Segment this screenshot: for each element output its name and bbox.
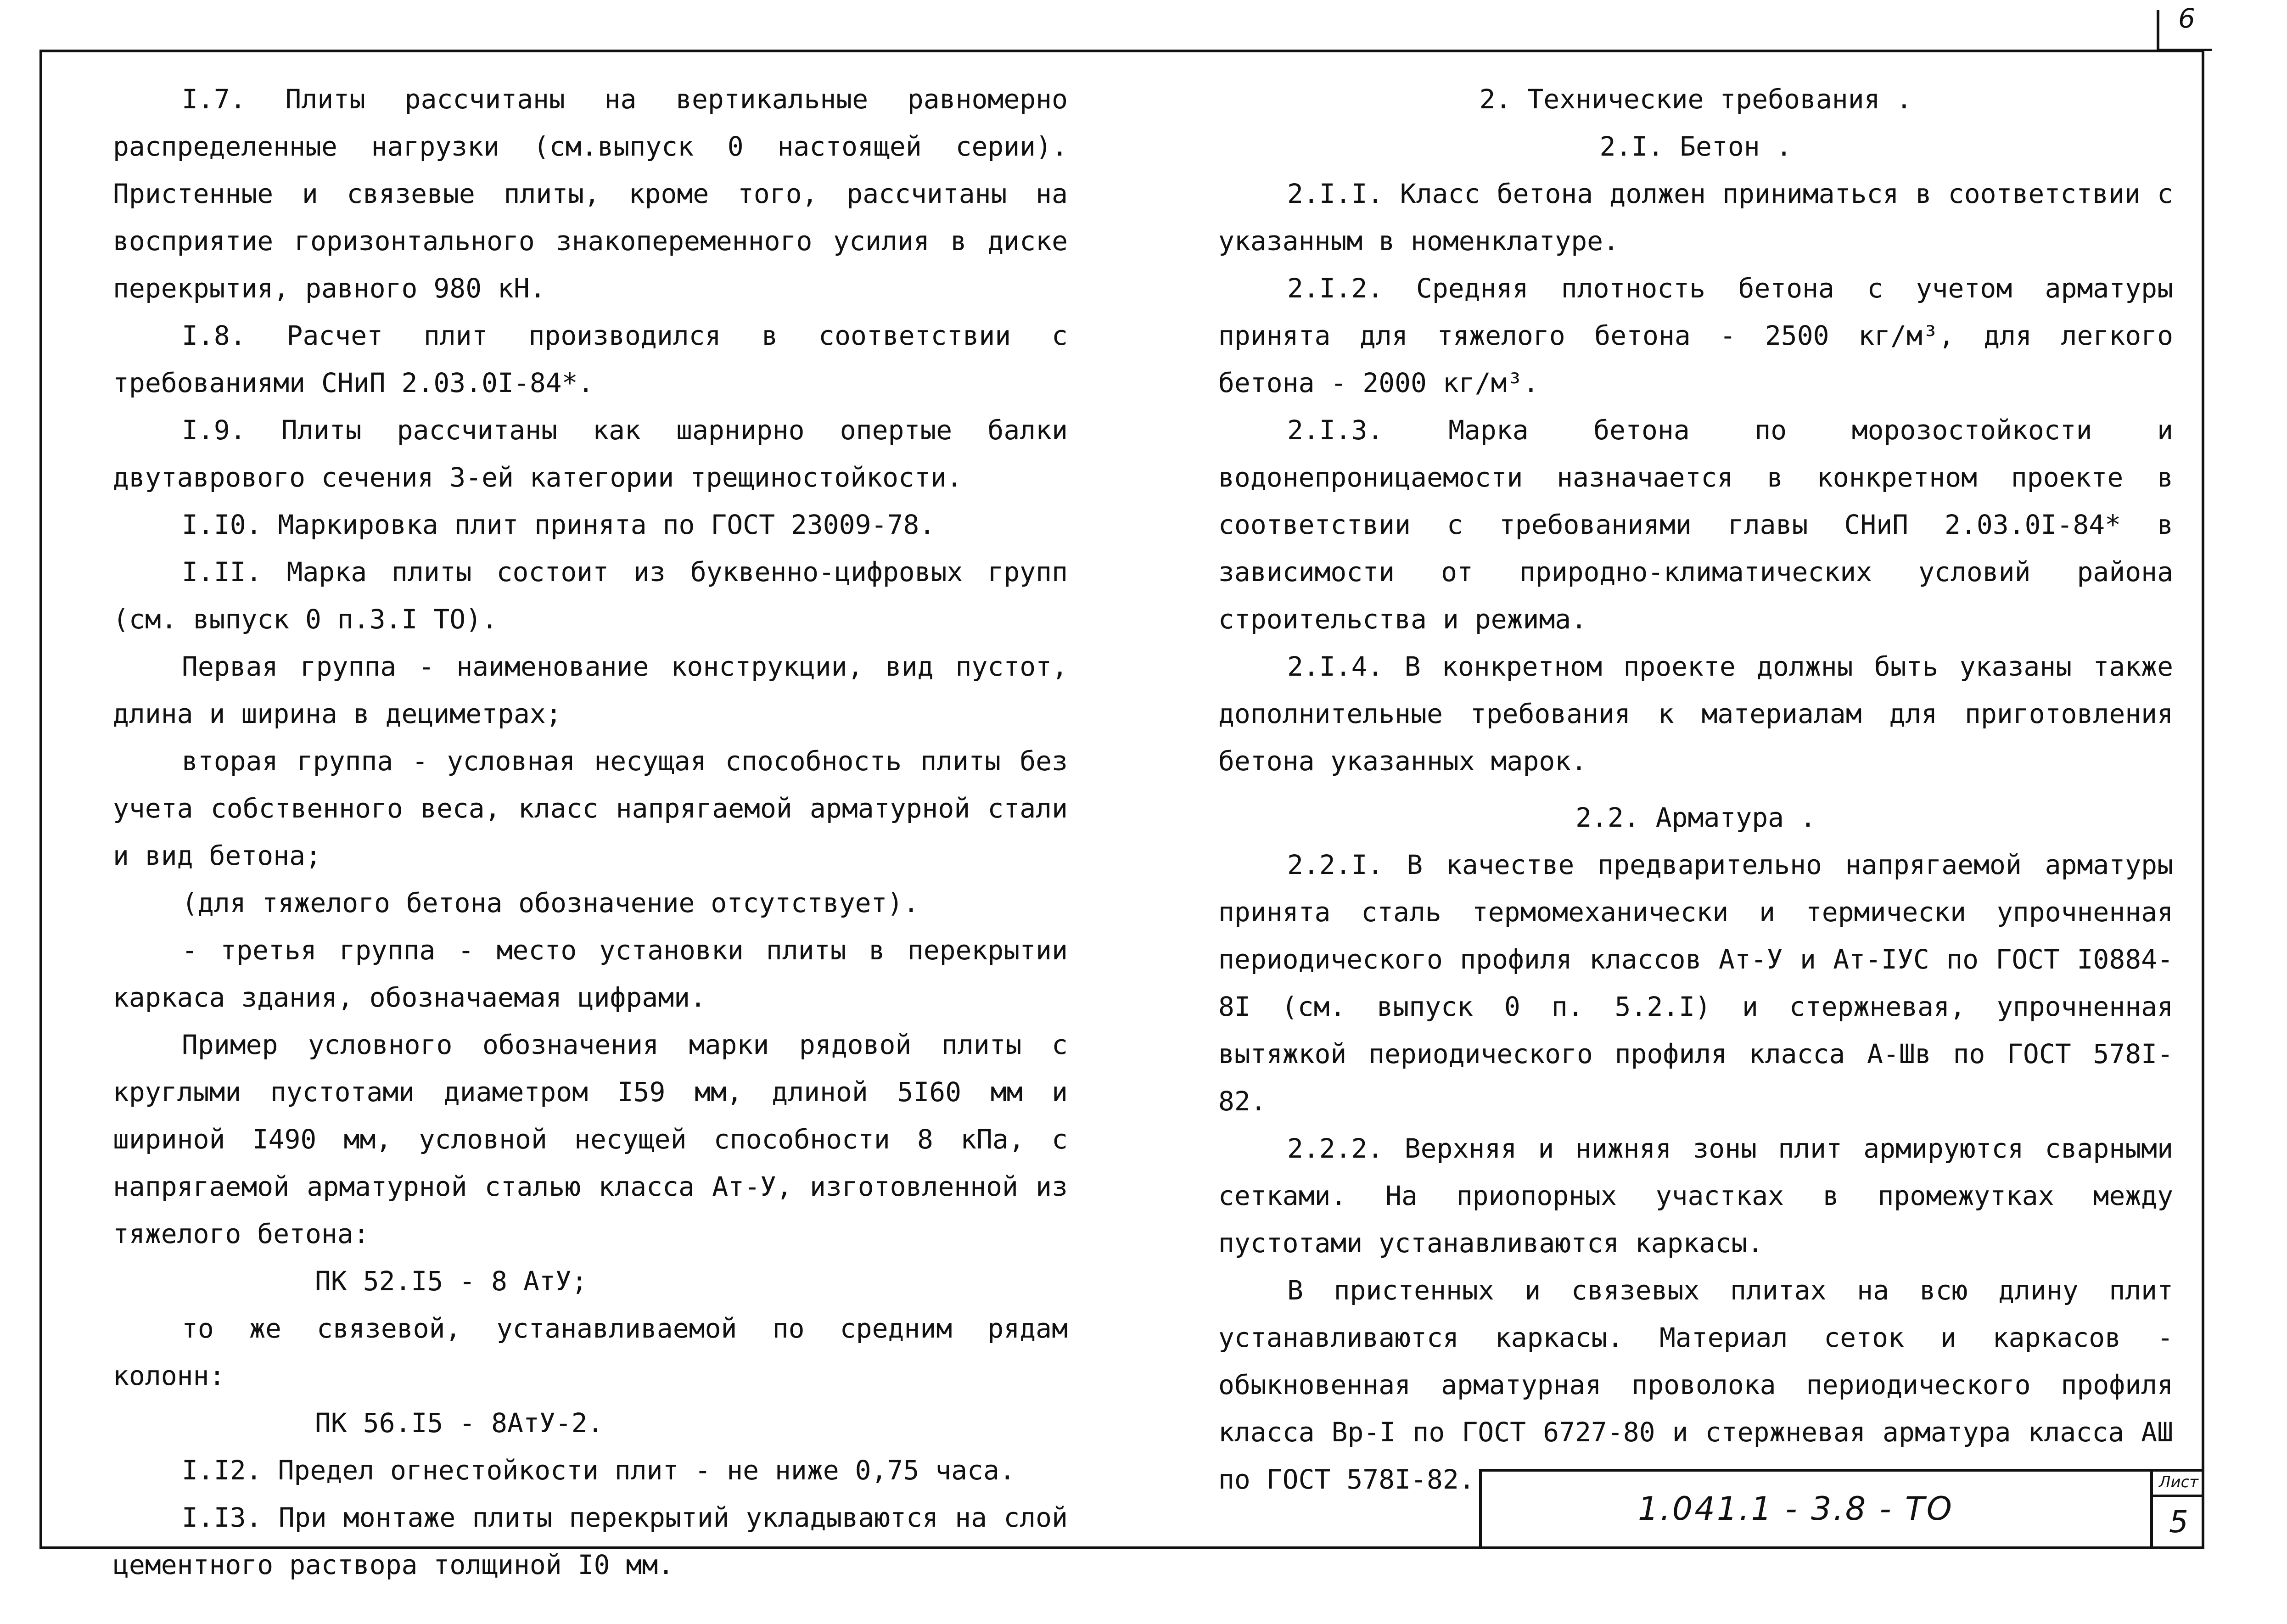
paragraph: I.I3. При монтаже плиты перекрытий укладываются на слой цементного раствора толщиной I0 мм. (113, 1502, 1068, 1580)
paragraph: I.8. Расчет плит производился в соответствии с требованиями СНиП 2.03.0I-84*. (113, 320, 1068, 398)
section-heading: 2.2. Арматура . (1575, 802, 1816, 833)
sheet-number: 5 (2169, 1504, 2188, 1540)
left-column (113, 76, 1068, 1589)
paragraph: 2.I.4. В конкретном проекте должны быть указаны также дополнительные требования к материалам для приготовления бетона указанных марок. (1218, 651, 2173, 777)
paragraph: то же связевой, устанавливаемой по средним рядам колонн: (113, 1313, 1068, 1391)
paragraph: 2.I.3. Марка бетона по морозостойкости и водонепроницаемости назначается в конкретном проекте в соответствии с требованиями главы СНиП 2.03.0I-84* в зависимости от природно-климатических условий района строительства и режима. (1218, 414, 2173, 635)
paragraph: I.9. Плиты рассчитаны как шарнирно опертые балки двутаврового сечения 3-ей категории трещиностойкости. (113, 414, 1068, 493)
designation-example: ПК 56.I5 - 8АтУ-2. (315, 1407, 604, 1439)
section-heading: 2. Технические требования . (1479, 84, 1912, 115)
paragraph: 2.I.2. Средняя плотность бетона с учетом арматуры принята для тяжелого бетона - 2500 кг/м³, для легкого бетона - 2000 кг/м³. (1218, 273, 2173, 398)
paragraph: Первая группа - наименование конструкции, вид пустот, длина и ширина в дециметрах; (113, 651, 1068, 729)
paragraph: вторая группа - условная несущая способность плиты без учета собственного веса, класс напрягаемой арматурной стали и вид бетона; (113, 745, 1068, 871)
designation-example: ПК 52.I5 - 8 АтУ; (315, 1266, 588, 1297)
sheet-box (2150, 1472, 2204, 1549)
document-code: 1.041.1 - 3.8 - ТО (1638, 1490, 1954, 1528)
sheet-label: Лист (2153, 1472, 2204, 1497)
corner-line (2157, 49, 2212, 51)
paragraph: - третья группа - место установки плиты в перекрытии каркаса здания, обозначаемая цифрами. (113, 935, 1068, 1013)
paragraph: 2.I.I. Класс бетона должен приниматься в соответствии с указанным в номенклатуре. (1218, 178, 2173, 257)
section-heading: 2.I. Бетон . (1599, 131, 1792, 162)
paragraph: (для тяжелого бетона обозначение отсутствует). (182, 887, 919, 918)
paragraph: I.7. Плиты рассчитаны на вертикальные равномерно распределенные нагрузки (см.выпуск 0 настоящей серии). Пристенные и связевые плиты, кроме того, рассчитаны на восприятие горизонтального знакопеременного усилия в диске перекрытия, равного 980 кН. (113, 84, 1068, 304)
paragraph: I.I2. Предел огнестойкости плит - не ниже 0,75 часа. (182, 1455, 1015, 1486)
paragraph: I.II. Марка плиты состоит из буквенно-цифровых групп (см. выпуск 0 п.3.I ТО). (113, 556, 1068, 635)
paragraph: 2.2.I. В качестве предварительно напрягаемой арматуры принята сталь термомеханически и термически упрочненная периодического профиля классов Ат-У и Ат-IУС по ГОСТ I0884-8I (см. выпуск 0 п. 5.2.I) и стержневая, упрочненная вытяжкой периодического профиля класса А-Шв по ГОСТ 578I-82. (1218, 849, 2173, 1117)
right-column (1218, 76, 2173, 1503)
title-block (1479, 1469, 2204, 1549)
paragraph: 2.2.2. Верхняя и нижняя зоны плит армируются сварными сетками. На приопорных участках в промежутках между пустотами устанавливаются каркасы. (1218, 1133, 2173, 1259)
paragraph: I.I0. Маркировка плит принята по ГОСТ 23009-78. (182, 509, 936, 540)
paragraph: Пример условного обозначения марки рядовой плиты с круглыми пустотами диаметром I59 мм, длиной 5I60 мм и шириной I490 мм, условной несущей способности 8 кПа, с напрягаемой арматурной сталью класса Ат-У, изготовленной из тяжелого бетона: (113, 1029, 1068, 1249)
corner-tick (2157, 10, 2159, 51)
page-corner-number: 6 (2178, 3, 2195, 34)
paragraph: В пристенных и связевых плитах на всю длину плит устанавливаются каркасы. Материал сеток и каркасов - обыкновенная арматурная проволока периодического профиля класса Вр-I по ГОСТ 6727-80 и стержневая арматура класса АШ по ГОСТ 578I-82. (1218, 1275, 2173, 1495)
